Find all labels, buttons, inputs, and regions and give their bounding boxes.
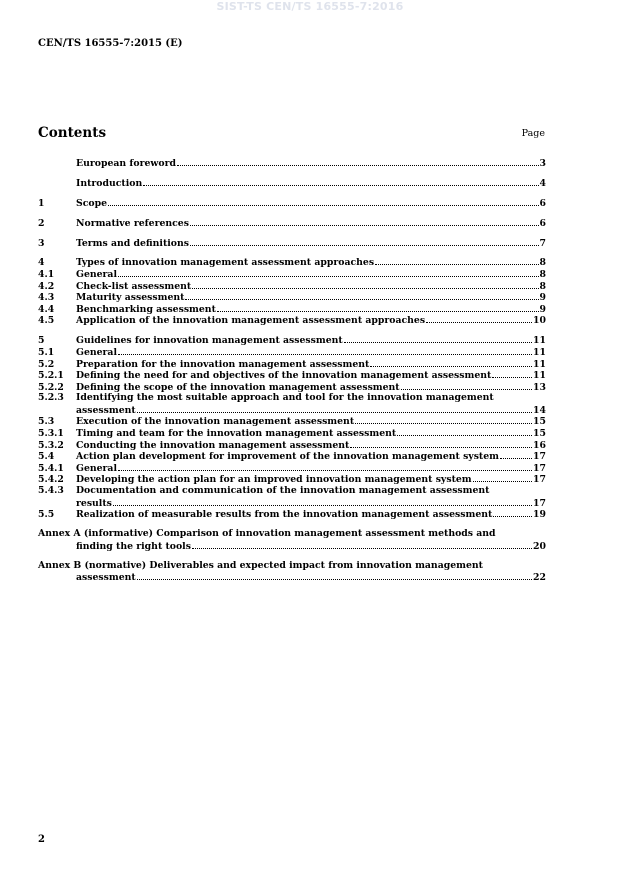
dot-leader xyxy=(192,280,538,289)
toc-line xyxy=(38,157,546,169)
toc-entry-page: 13 xyxy=(533,381,546,393)
toc-entry[interactable] xyxy=(38,381,546,393)
toc-entry-title[interactable]: Documentation and communication of the innovation management assessment xyxy=(76,485,490,497)
toc-entry-page: 17 xyxy=(533,474,546,486)
toc-entry-title[interactable]: Scope xyxy=(76,197,107,209)
toc-entry[interactable] xyxy=(38,392,546,415)
toc-entry[interactable] xyxy=(38,427,546,439)
toc-line xyxy=(38,508,546,520)
dot-leader xyxy=(493,508,532,517)
toc-annex-entry[interactable] xyxy=(38,528,546,551)
toc-entry-title[interactable]: Realization of measurable results from the innovation management assessment xyxy=(76,509,493,521)
toc-entry-title[interactable]: Types of innovation management assessment approaches xyxy=(76,257,375,269)
toc-entry-number: 4.2 xyxy=(38,280,55,292)
toc-entry-number: 5.2.1 xyxy=(38,370,64,382)
table-of-contents xyxy=(38,157,546,583)
toc-entry-title[interactable]: General xyxy=(76,462,117,474)
toc-entry-number: 5.4 xyxy=(38,451,55,463)
toc-line xyxy=(38,404,546,416)
toc-entry-title[interactable]: Action plan development for improvement of the innovation management system xyxy=(76,451,499,463)
toc-entry-page: 6 xyxy=(539,197,546,209)
toc-line xyxy=(38,473,546,485)
dot-leader xyxy=(500,450,532,459)
toc-entry-page: 19 xyxy=(533,509,546,521)
toc-entry-title[interactable]: Check-list assessment xyxy=(76,280,192,292)
toc-entry-title[interactable]: Defining the scope of the innovation management assessment xyxy=(76,381,400,393)
dot-leader xyxy=(350,439,532,448)
dot-leader xyxy=(143,177,538,186)
dot-leader xyxy=(375,256,538,265)
toc-line xyxy=(38,291,546,303)
toc-entry-title[interactable]: Identifying the most suitable approach and tool for the innovation management xyxy=(76,392,494,404)
toc-line xyxy=(38,392,546,404)
toc-entry-page: 10 xyxy=(533,315,546,327)
toc-entry-page: 14 xyxy=(533,404,546,416)
toc-entry-title[interactable]: Developing the action plan for an improved innovation management system xyxy=(76,474,472,486)
toc-entry-number: 5.4.3 xyxy=(38,485,64,497)
toc-entry[interactable] xyxy=(38,462,546,474)
toc-line xyxy=(38,369,546,381)
toc-entry-page: 8 xyxy=(539,257,546,269)
toc-entry-number: 4 xyxy=(38,257,45,269)
toc-entry-title[interactable]: Preparation for the innovation management assessment xyxy=(76,358,370,370)
dot-leader xyxy=(113,497,532,506)
toc-entry[interactable] xyxy=(38,197,546,209)
toc-entry[interactable] xyxy=(38,280,546,292)
toc-annex-title[interactable]: assessment xyxy=(76,572,136,584)
toc-entry[interactable] xyxy=(38,157,546,169)
toc-entry-number: 1 xyxy=(38,197,45,209)
toc-entry[interactable] xyxy=(38,237,546,249)
toc-entry-number: 5.4.1 xyxy=(38,462,64,474)
toc-entry-title[interactable]: Terms and definitions xyxy=(76,237,189,249)
toc-entry-page: 3 xyxy=(539,158,546,169)
toc-entry-number: 5.2.3 xyxy=(38,392,64,404)
toc-entry-number: 5.2.2 xyxy=(38,381,64,393)
document-reference: CEN/TS 16555-7:2015 (E) xyxy=(38,38,183,49)
toc-line xyxy=(38,303,546,315)
toc-entry-page: 11 xyxy=(533,358,546,370)
page-number: 2 xyxy=(38,834,45,845)
toc-line xyxy=(38,560,546,572)
toc-entry-number: 4.4 xyxy=(38,303,55,315)
dot-leader xyxy=(118,346,532,355)
dot-leader xyxy=(118,462,532,471)
dot-leader xyxy=(185,291,538,300)
toc-entry-number: 5 xyxy=(38,335,45,347)
toc-entry-page: 17 xyxy=(533,497,546,509)
toc-entry-number: 2 xyxy=(38,217,45,229)
toc-entry-number: 5.5 xyxy=(38,509,55,521)
dot-leader xyxy=(426,314,532,323)
toc-annex-title[interactable]: Annex B (normative) Deliverables and expected impact from innovation management xyxy=(38,559,483,571)
toc-entry[interactable] xyxy=(38,291,546,303)
toc-line xyxy=(38,237,546,249)
toc-entry-number: 5.3.2 xyxy=(38,439,64,451)
toc-line xyxy=(38,497,546,509)
dot-leader xyxy=(190,237,539,246)
toc-entry-title[interactable]: Application of the innovation management assessment approaches xyxy=(76,315,426,327)
toc-entry-page: 15 xyxy=(533,416,546,428)
toc-entry[interactable] xyxy=(38,256,546,268)
toc-line xyxy=(38,314,546,326)
toc-entry-title[interactable]: Conducting the innovation management assessment xyxy=(76,439,350,451)
toc-entry[interactable] xyxy=(38,358,546,370)
toc-annex-entry[interactable] xyxy=(38,560,546,583)
toc-line xyxy=(38,528,546,540)
toc-entry[interactable] xyxy=(38,415,546,427)
toc-entry-title[interactable]: Defining the need for and objectives of the innovation management assessment xyxy=(76,370,492,382)
dot-leader xyxy=(190,217,539,226)
toc-entry-page: 16 xyxy=(533,439,546,451)
toc-entry-page: 15 xyxy=(533,428,546,440)
toc-entry-number: 4.5 xyxy=(38,315,55,327)
toc-entry-page: 8 xyxy=(539,269,546,281)
toc-entry-page: 9 xyxy=(539,292,546,304)
toc-entry[interactable] xyxy=(38,450,546,462)
toc-entry-page: 11 xyxy=(533,335,546,347)
dot-leader xyxy=(344,334,532,343)
toc-annex-page: 20 xyxy=(533,540,546,552)
toc-line xyxy=(38,346,546,358)
dot-leader xyxy=(397,427,532,436)
page-column-label: Page xyxy=(521,128,545,139)
toc-entry-page: 17 xyxy=(533,462,546,474)
toc-line xyxy=(38,450,546,462)
toc-entry-number: 5.4.2 xyxy=(38,474,64,486)
dot-leader xyxy=(355,415,532,424)
toc-entry[interactable] xyxy=(38,508,546,520)
toc-entry-title[interactable]: Normative references xyxy=(76,217,189,229)
dot-leader xyxy=(401,381,532,390)
toc-line xyxy=(38,280,546,292)
toc-entry[interactable] xyxy=(38,439,546,451)
toc-entry-page: 4 xyxy=(539,177,546,189)
toc-entry[interactable] xyxy=(38,485,546,508)
toc-line xyxy=(38,571,546,583)
toc-entry-page: 8 xyxy=(539,280,546,292)
toc-line xyxy=(38,381,546,393)
dot-leader xyxy=(137,404,532,413)
toc-entry-number: 4.3 xyxy=(38,292,55,304)
toc-entry-page: 6 xyxy=(539,217,546,229)
toc-entry-title[interactable]: Maturity assessment xyxy=(76,292,185,304)
toc-entry[interactable] xyxy=(38,314,546,326)
toc-entry[interactable] xyxy=(38,334,546,346)
toc-entry[interactable] xyxy=(38,217,546,229)
toc-line xyxy=(38,334,546,346)
toc-entry-title[interactable]: Execution of the innovation management assessment xyxy=(76,416,355,428)
toc-line xyxy=(38,415,546,427)
toc-entry[interactable] xyxy=(38,303,546,315)
toc-entry-page: 11 xyxy=(533,346,546,358)
toc-entry-page: 7 xyxy=(539,237,546,249)
toc-entry-title[interactable]: Introduction xyxy=(76,177,143,189)
toc-entry-page: 9 xyxy=(539,303,546,315)
toc-entry-title[interactable]: General xyxy=(76,269,117,281)
toc-line xyxy=(38,485,546,497)
dot-leader xyxy=(192,540,532,549)
toc-line xyxy=(38,217,546,229)
toc-entry-title[interactable]: European foreword xyxy=(76,158,176,169)
toc-entry[interactable] xyxy=(38,473,546,485)
watermark: SIST-TS CEN/TS 16555-7:2016 xyxy=(216,0,404,13)
toc-line xyxy=(38,256,546,268)
toc-entry-title[interactable]: Timing and team for the innovation management assessment xyxy=(76,428,397,440)
toc-entry-number: 4.1 xyxy=(38,269,55,281)
dot-leader xyxy=(217,303,539,312)
toc-entry-page: 17 xyxy=(533,451,546,463)
toc-line xyxy=(38,427,546,439)
dot-leader xyxy=(177,157,539,166)
toc-entry-number: 5.3 xyxy=(38,416,55,428)
dot-leader xyxy=(118,268,539,277)
dot-leader xyxy=(108,197,539,206)
toc-entry[interactable] xyxy=(38,346,546,358)
toc-line xyxy=(38,439,546,451)
toc-entry-title[interactable]: assessment xyxy=(76,404,136,416)
contents-heading: Contents xyxy=(38,125,107,141)
toc-line xyxy=(38,540,546,552)
dot-leader xyxy=(137,571,532,580)
dot-leader xyxy=(473,473,532,482)
toc-entry[interactable] xyxy=(38,268,546,280)
dot-leader xyxy=(370,358,532,367)
toc-entry-number: 5.2 xyxy=(38,358,55,370)
dot-leader xyxy=(492,369,532,378)
toc-entry-number: 3 xyxy=(38,237,45,249)
toc-entry[interactable] xyxy=(38,369,546,381)
toc-entry-title[interactable]: results xyxy=(76,497,112,509)
toc-annex-title[interactable]: Annex A (informative) Comparison of innovation management assessment methods and xyxy=(38,528,496,540)
toc-annex-page: 22 xyxy=(533,572,546,584)
toc-line xyxy=(38,177,546,189)
toc-entry-title[interactable]: Guidelines for innovation management assessment xyxy=(76,335,343,347)
toc-annex-title[interactable]: finding the right tools xyxy=(76,540,191,552)
toc-entry[interactable] xyxy=(38,177,546,189)
toc-line xyxy=(38,268,546,280)
toc-entry-number: 5.3.1 xyxy=(38,428,64,440)
toc-line xyxy=(38,462,546,474)
toc-entry-page: 11 xyxy=(533,370,546,382)
toc-entry-title[interactable]: Benchmarking assessment xyxy=(76,303,216,315)
toc-entry-number: 5.1 xyxy=(38,346,55,358)
toc-line xyxy=(38,358,546,370)
toc-line xyxy=(38,197,546,209)
toc-entry-title[interactable]: General xyxy=(76,346,117,358)
